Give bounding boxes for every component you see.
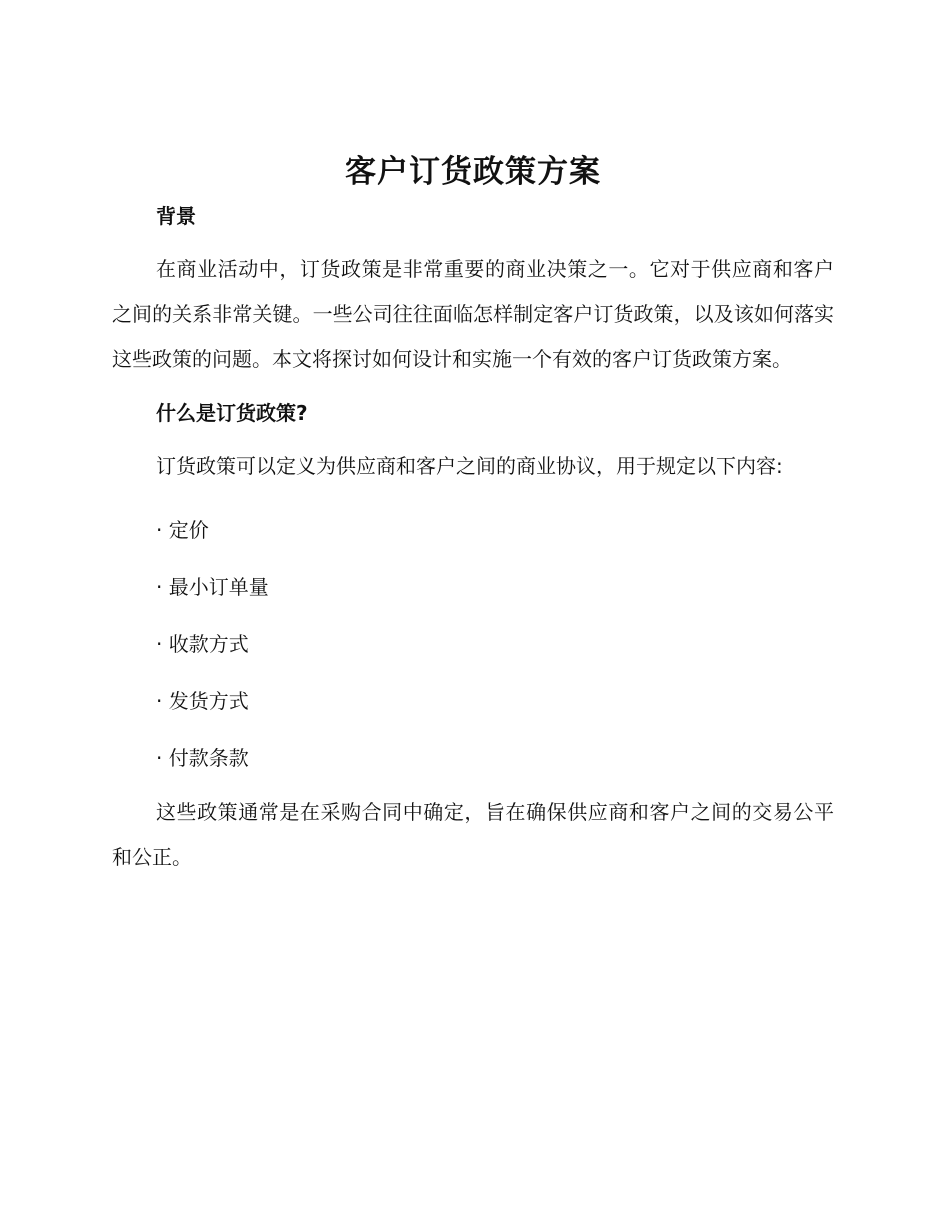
spacer	[112, 230, 834, 247]
section-heading-background: 背景	[156, 204, 196, 228]
section-heading-what-is: 什么是订货政策?	[156, 401, 308, 425]
document-title: 客户订货政策方案	[345, 154, 601, 190]
paragraph-background: 在商业活动中，订货政策是非常重要的商业决策之一。它对于供应商和客户之间的关系非常关键。一些公司往往面临怎样制定客户订货政策，以及该如何落实这些政策的问题。本文将探讨如何设计和实施一个有效的客户订货政策方案。	[112, 257, 834, 371]
list-item: · 定价	[156, 518, 209, 542]
spacer	[112, 773, 834, 790]
list-item: · 最小订单量	[156, 575, 269, 599]
spacer	[112, 427, 834, 444]
bullet-list	[112, 515, 834, 773]
list-item: · 收款方式	[156, 632, 249, 656]
paragraph-closing: 这些政策通常是在采购合同中确定，旨在确保供应商和客户之间的交易公平和公正。	[112, 800, 834, 869]
document-page	[112, 150, 834, 880]
paragraph-definition: 订货政策可以定义为供应商和客户之间的商业协议，用于规定以下内容:	[156, 454, 783, 478]
list-item: · 付款条款	[156, 746, 249, 770]
spacer	[112, 382, 834, 399]
list-item: · 发货方式	[156, 689, 249, 713]
spacer	[112, 489, 834, 515]
